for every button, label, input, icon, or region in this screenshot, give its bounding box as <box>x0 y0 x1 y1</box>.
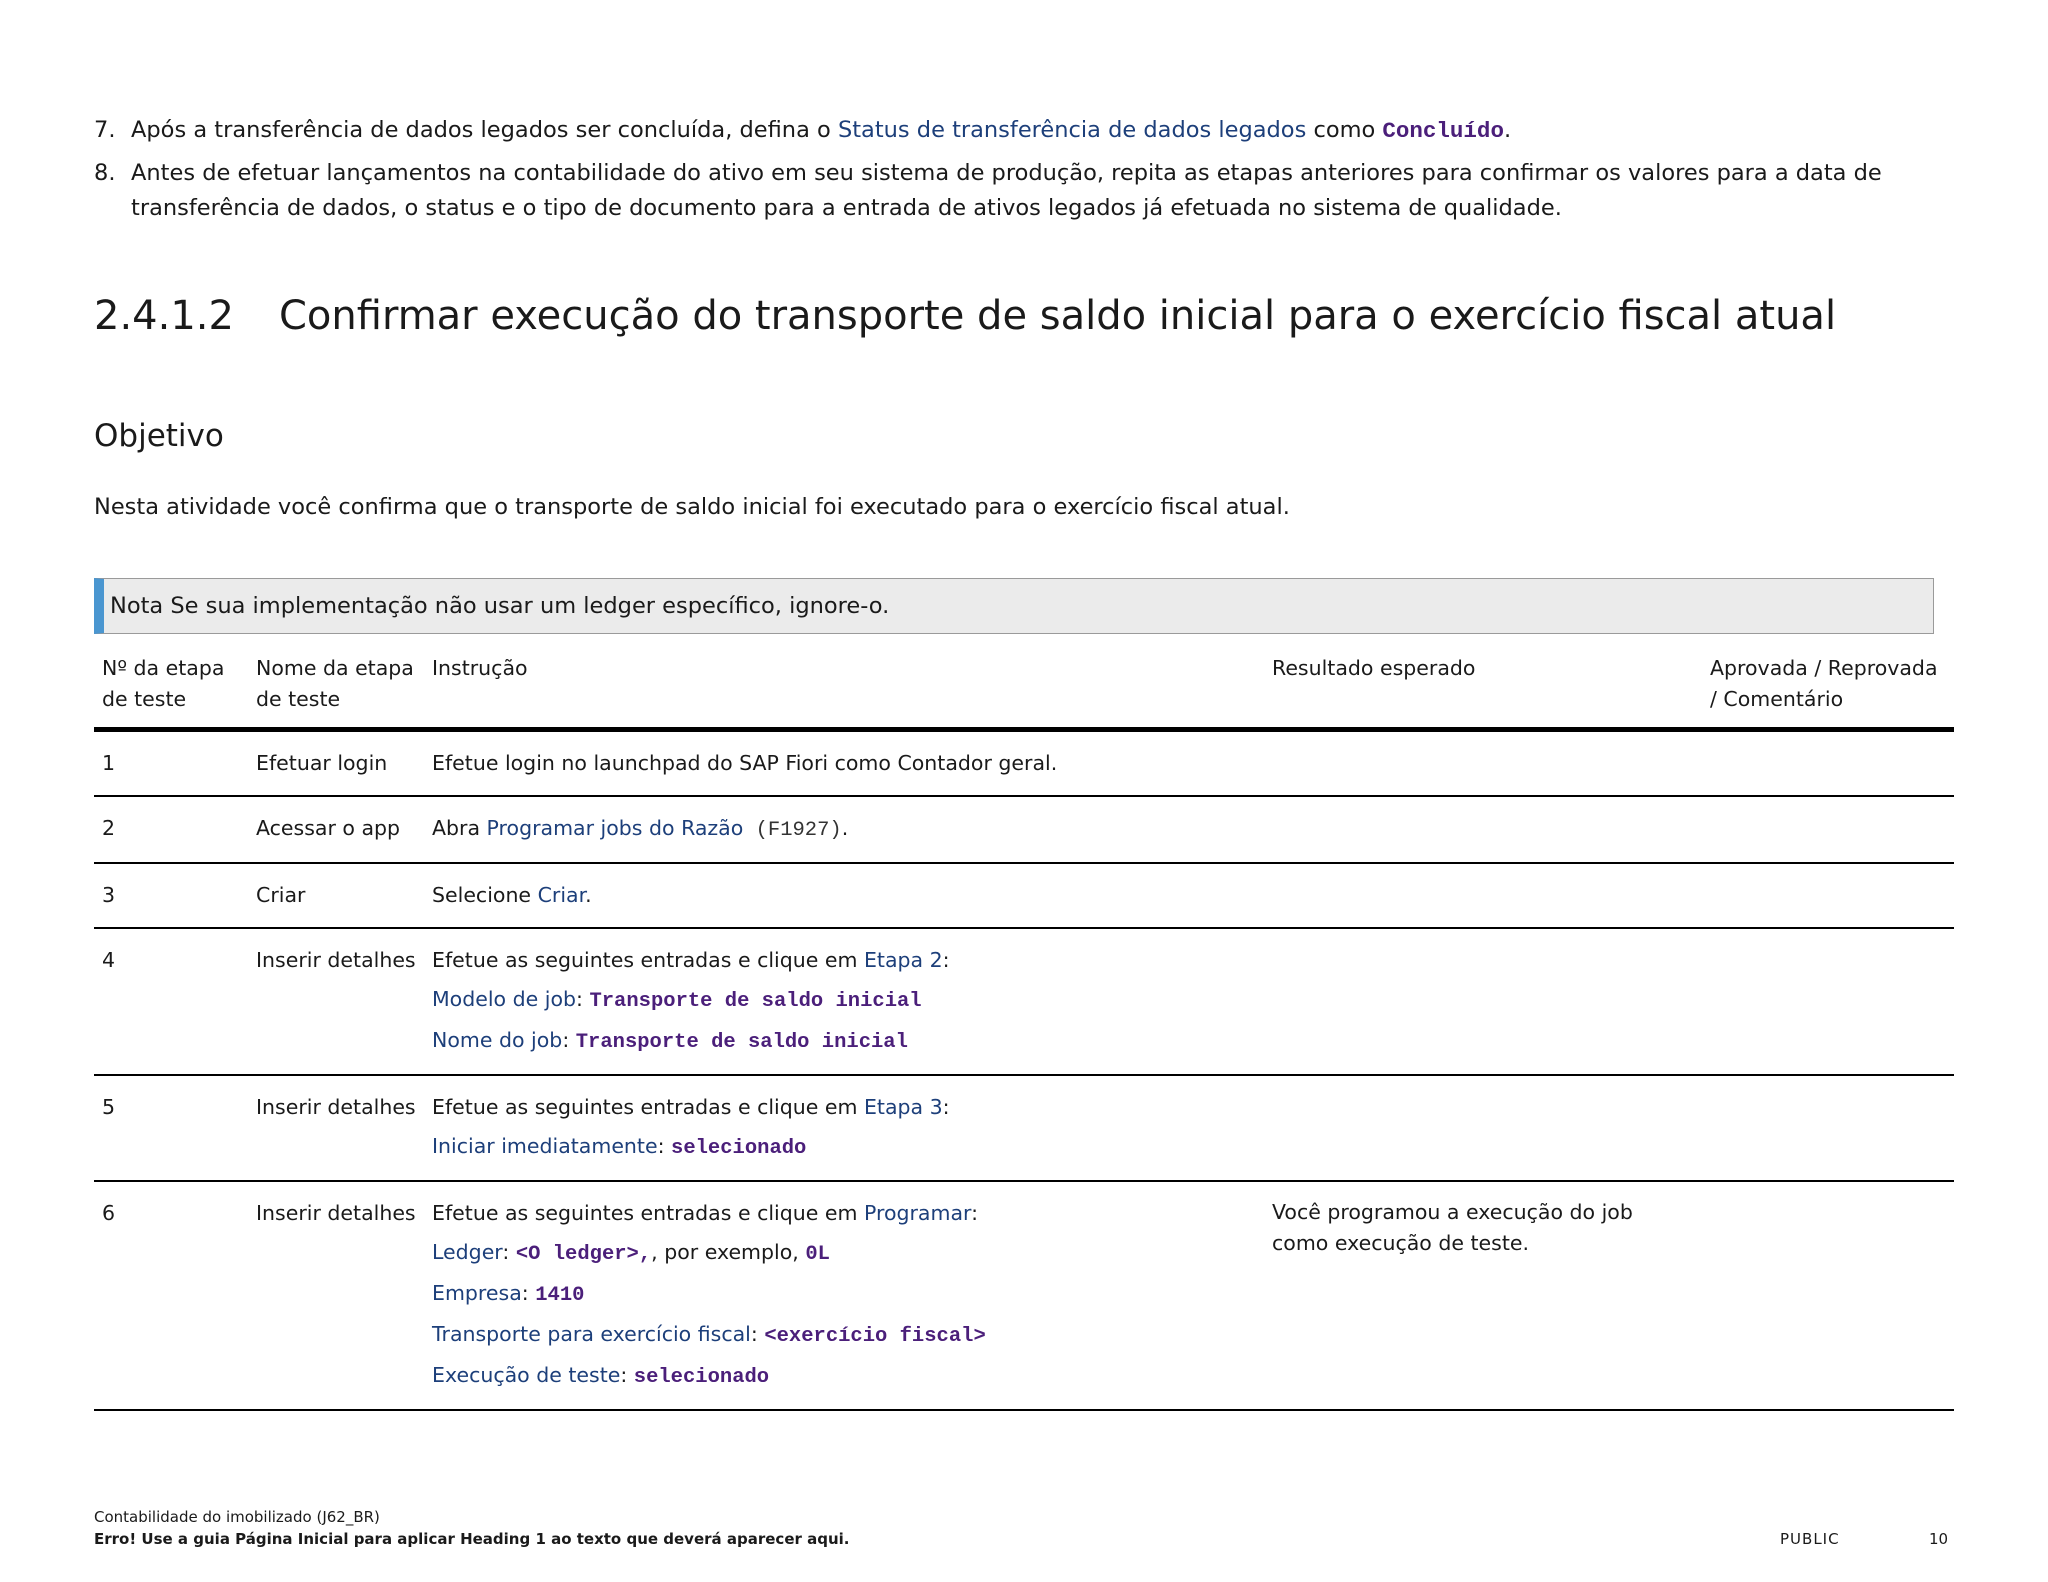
step-8 <box>94 156 1934 226</box>
document-page <box>94 0 1954 1582</box>
field-label: Empresa <box>432 1281 522 1305</box>
section-heading <box>94 293 1836 339</box>
header-pass-fail: Aprovada / Reprovada / Comentário <box>1710 656 1938 711</box>
table-row <box>94 863 1954 928</box>
field-value: <O ledger>, <box>515 1243 652 1266</box>
step-number: 8. <box>94 160 116 186</box>
table-header-row <box>94 650 1954 730</box>
objective-heading: Objetivo <box>94 418 224 454</box>
cell-expected-result <box>1264 730 1702 797</box>
step-text: Após a transferência de dados legados ser concluída, defina o <box>131 117 838 143</box>
instruction-text: Efetue as seguintes entradas e clique em <box>432 1201 864 1225</box>
cell-step-name: Acessar o app <box>248 796 424 863</box>
cell-pass-fail <box>1702 928 1954 1075</box>
cell-expected-result <box>1264 1075 1702 1181</box>
cell-pass-fail <box>1702 796 1954 863</box>
footer-error-text: Erro! Use a guia Página Inicial para aplicar Heading 1 ao texto que deverá aparecer aqui. <box>94 1530 850 1548</box>
footer-page-number: 10 <box>1929 1530 1949 1548</box>
table-row <box>94 928 1954 1075</box>
footer-classification: PUBLIC <box>1780 1530 1840 1548</box>
header-expected-result: Resultado esperado <box>1272 656 1476 680</box>
section-title: Confirmar execução do transporte de saldo inicial para o exercício fiscal atual <box>279 293 1837 339</box>
field-label: Nome do job <box>432 1028 563 1052</box>
header-instruction: Instrução <box>432 656 528 680</box>
cell-pass-fail <box>1702 1075 1954 1181</box>
instruction-text: . <box>585 883 592 907</box>
app-id: (F1927) <box>743 819 842 842</box>
instruction-text: Selecione <box>432 883 538 907</box>
instruction-text: : <box>942 1095 950 1119</box>
cell-step-name: Inserir detalhes <box>248 928 424 1075</box>
table-row <box>94 796 1954 863</box>
cell-pass-fail <box>1702 863 1954 928</box>
cell-step-number: 6 <box>94 1181 248 1410</box>
field-value: Transporte de saldo inicial <box>575 1031 908 1054</box>
cell-step-name: Inserir detalhes <box>248 1181 424 1410</box>
note-box: Nota Se sua implementação não usar um ledger específico, ignore-o. <box>94 578 1934 634</box>
cell-instruction: Efetue login no launchpad do SAP Fiori como Contador geral. <box>424 730 1264 797</box>
step-3-link[interactable]: Etapa 3 <box>863 1095 943 1119</box>
cell-pass-fail <box>1702 730 1954 797</box>
cell-pass-fail <box>1702 1181 1954 1410</box>
field-label: Execução de teste <box>432 1363 621 1387</box>
instruction-text: Abra <box>432 816 487 840</box>
field-example-value: 0L <box>805 1243 830 1266</box>
cell-expected-result <box>1264 928 1702 1075</box>
cell-step-number: 5 <box>94 1075 248 1181</box>
step-text: como <box>1306 117 1383 143</box>
instruction-text: Efetue as seguintes entradas e clique em <box>432 948 864 972</box>
field-value: <exercício fiscal> <box>764 1325 986 1348</box>
cell-instruction <box>424 796 1264 863</box>
header-step-number: Nº da etapa de teste <box>102 656 225 711</box>
field-label: Ledger <box>432 1240 503 1264</box>
instruction-text: : <box>971 1201 979 1225</box>
cell-step-number: 2 <box>94 796 248 863</box>
procedure-steps <box>94 113 1934 233</box>
cell-instruction: Efetue as seguintes entradas e clique em Programar: Ledger: <O ledger>,, por exemplo, 0L Empresa: 1410 Transporte para exercício fiscal: <exercício fiscal> Execução de teste: selecionado <box>424 1181 1264 1410</box>
table-row <box>94 1075 1954 1181</box>
field-label: Modelo de job <box>432 987 577 1011</box>
test-steps-table <box>94 650 1954 1411</box>
create-link[interactable]: Criar <box>537 883 586 907</box>
field-value: Transporte de saldo inicial <box>589 990 922 1013</box>
step-number: 7. <box>94 117 116 143</box>
status-field-link[interactable]: Status de transferência de dados legados <box>837 117 1307 143</box>
cell-expected-result <box>1264 863 1702 928</box>
cell-instruction: Efetue as seguintes entradas e clique em Etapa 3: Iniciar imediatamente: selecionado <box>424 1075 1264 1181</box>
step-7 <box>94 113 1934 149</box>
cell-step-number: 1 <box>94 730 248 797</box>
cell-step-name: Inserir detalhes <box>248 1075 424 1181</box>
cell-step-number: 3 <box>94 863 248 928</box>
table-row <box>94 1181 1954 1410</box>
cell-instruction <box>424 863 1264 928</box>
cell-instruction: Efetue as seguintes entradas e clique em Etapa 2: Modelo de job: Transporte de saldo inicial Nome do job: Transporte de saldo inicial <box>424 928 1264 1075</box>
step-2-link[interactable]: Etapa 2 <box>863 948 943 972</box>
instruction-text: , por exemplo, <box>651 1240 806 1264</box>
schedule-link[interactable]: Programar <box>863 1201 972 1225</box>
instruction-text: Efetue as seguintes entradas e clique em <box>432 1095 864 1119</box>
cell-expected-result <box>1264 796 1702 863</box>
field-value: selecionado <box>633 1366 770 1389</box>
table-row <box>94 730 1954 797</box>
field-value: 1410 <box>535 1284 585 1307</box>
app-link[interactable]: Programar jobs do Razão <box>486 816 744 840</box>
instruction-text: : <box>942 948 950 972</box>
step-text: Antes de efetuar lançamentos na contabilidade do ativo em seu sistema de produção, repita as etapas anteriores para confirmar os valores para a data de transferência de dados, o status e o tipo de documento para a entrada de ativos legados já efetuada no sistema de qualidade. <box>131 160 1882 221</box>
field-label: Transporte para exercício fiscal <box>432 1322 751 1346</box>
footer-document-title: Contabilidade do imobilizado (J62_BR) <box>94 1508 380 1526</box>
cell-expected-result: Você programou a execução do job como execução de teste. <box>1264 1181 1702 1410</box>
cell-step-number: 4 <box>94 928 248 1075</box>
instruction-text: . <box>841 816 849 840</box>
cell-step-name: Efetuar login <box>248 730 424 797</box>
field-value: selecionado <box>671 1137 807 1160</box>
status-value: Concluído <box>1382 118 1504 144</box>
step-text: . <box>1503 117 1512 143</box>
cell-step-name: Criar <box>248 863 424 928</box>
field-label: Iniciar imediatamente <box>432 1134 658 1158</box>
section-number: 2.4.1.2 <box>94 293 234 339</box>
header-step-name: Nome da etapa de teste <box>256 656 414 711</box>
objective-text: Nesta atividade você confirma que o transporte de saldo inicial foi executado para o exercício fiscal atual. <box>94 494 1290 520</box>
